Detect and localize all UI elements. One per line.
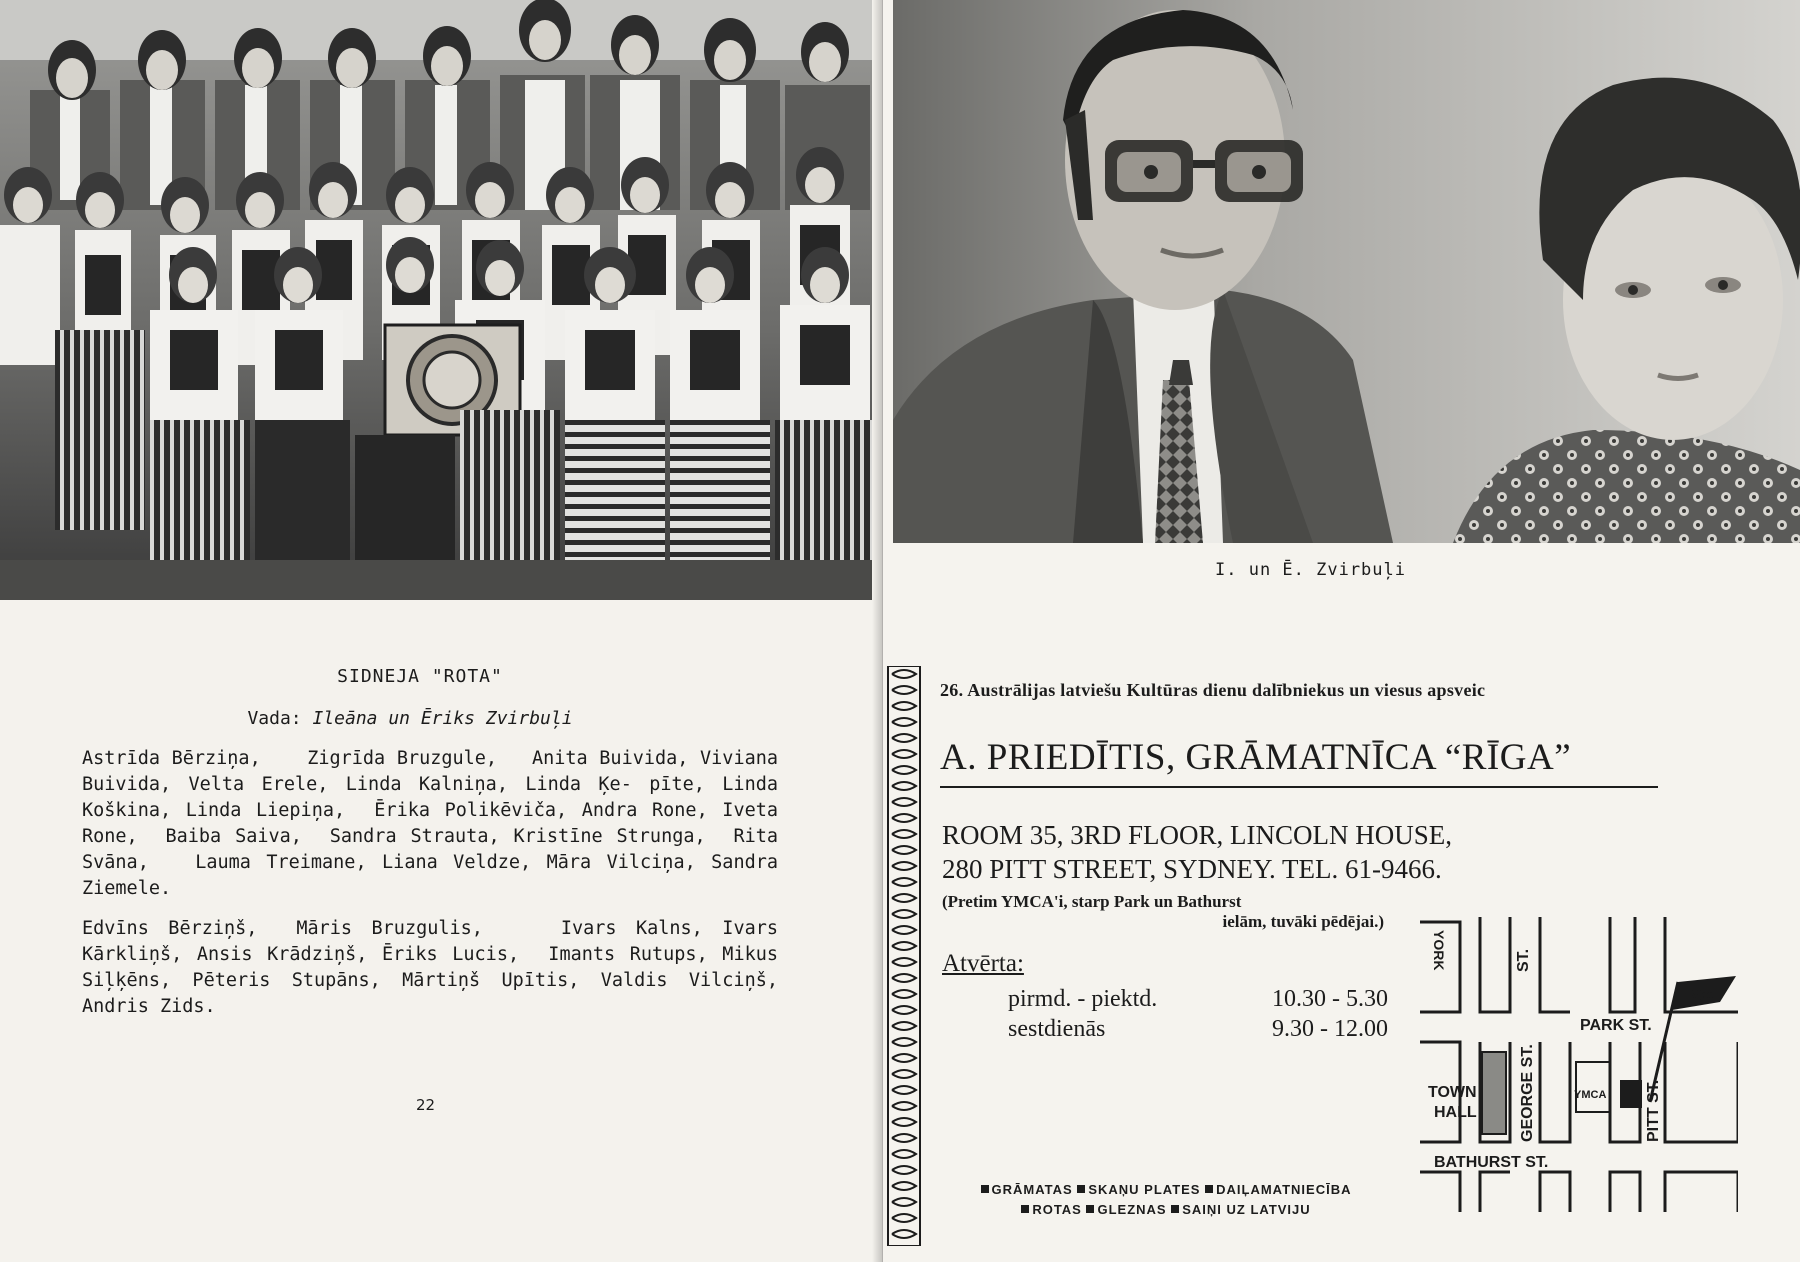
hours-days: sestdienās [1008, 1016, 1106, 1042]
footer-item: ROTAS [1032, 1202, 1082, 1217]
hours-row [1008, 1014, 1388, 1044]
hours-time: 10.30 - 5.30 [1272, 986, 1388, 1012]
directions-line-2: ielām, tuvāki pēdējai.) [1222, 912, 1384, 931]
group-photo-illustration [0, 0, 872, 600]
hours-time: 9.30 - 12.00 [1272, 1016, 1388, 1042]
ornamental-border [886, 666, 922, 1246]
footer-item: GRĀMATAS [991, 1182, 1073, 1197]
footer-item: SAIŅI UZ LATVIJU [1182, 1202, 1311, 1217]
map-label-bathurst-st: BATHURST ST. [1434, 1154, 1549, 1171]
leaders-names: Ileāna un Ēriks Zvirbuļi [312, 708, 573, 729]
ad-title: A. PRIEDĪTIS, GRĀMATNĪCA “RĪGA” [940, 737, 1572, 778]
roster-title: SIDNEJA "ROTA" [337, 666, 503, 687]
directions-line-1: (Pretim YMCA'i, starp Park un Bathurst [942, 892, 1242, 911]
page-number: 22 [416, 1096, 436, 1114]
footer-item: SKAŅU PLATES [1088, 1182, 1201, 1197]
map-label-george-st: GEORGE ST. [1519, 1044, 1536, 1142]
address-line-1: ROOM 35, 3RD FLOOR, LINCOLN HOUSE, [942, 820, 1453, 850]
ad-title-rule [940, 786, 1658, 788]
left-page [0, 0, 883, 1262]
map-label-hall-text: HALL [1434, 1104, 1477, 1121]
map-label-ymca: YMCA [1574, 1089, 1607, 1101]
hours-days: pirmd. - piektd. [1008, 986, 1158, 1012]
footer-item: DAIĻAMATNIECĪBA [1216, 1182, 1352, 1197]
hours-row [1008, 984, 1388, 1014]
map-label-pitt-st: PITT ST. [1645, 1079, 1662, 1142]
couple-photo-illustration [893, 0, 1800, 543]
ad-footer [936, 1180, 1396, 1220]
roster-leaders [0, 708, 820, 729]
footer-line-1 [936, 1180, 1396, 1200]
map-label-york: YORK [1431, 930, 1447, 971]
hours-title: Atvērta: [942, 950, 1024, 977]
roster-men: Edvīns Bērziņš, Māris Bruzgulis, Ivars Kalns, Ivars Kārkliņš, Ansis Krādziņš, Ēriks Lucis, Imants Rutups, Mikus Siļķēns, Pēteris Stupāns, Mārtiņš Upītis, Valdis Vilciņš, Andris Zids. [82, 918, 790, 1017]
footer-line-2 [936, 1200, 1396, 1220]
leaders-label: Vada: [247, 708, 302, 729]
street-map [1420, 912, 1738, 1218]
map-label-george-st-upper: ST. [1515, 948, 1532, 972]
opening-hours [1008, 984, 1388, 1044]
photo-caption: I. un Ē. Zvirbuļi [1215, 560, 1406, 580]
map-flag-label: Rīga [1688, 986, 1714, 1001]
ad-directions [942, 892, 1384, 932]
ad-greeting: 26. Austrālijas latviešu Kultūras dienu dalībniekus un viesus apsveic [940, 680, 1486, 700]
map-label-park-st: PARK ST. [1580, 1017, 1652, 1034]
group-photo [0, 0, 872, 600]
footer-item: GLEZNAS [1097, 1202, 1167, 1217]
ad-address [942, 818, 1662, 886]
roster-women: Astrīda Bērziņa, Zigrīda Bruzgule, Anita Buivida, Viviana Buivida, Velta Erele, Linda Kalniņa, Linda Ķe- pīte, Linda Koškina, Linda Liepiņa, Ērika Polikēviča, Andra Rone, Iveta Rone, Baiba Saiva, Sandra Strauta, Kristīne Strunga, Rita Svāna, Lauma Treimane, Liana Veldze, Māra Vilciņa, Sandra Ziemele. [82, 748, 790, 899]
address-line-2: 280 PITT STREET, SYDNEY. TEL. 61-9466. [942, 854, 1442, 884]
street-map-drawing [1420, 912, 1738, 1218]
map-label-town: TOWN [1428, 1084, 1477, 1101]
couple-photo [893, 0, 1800, 543]
